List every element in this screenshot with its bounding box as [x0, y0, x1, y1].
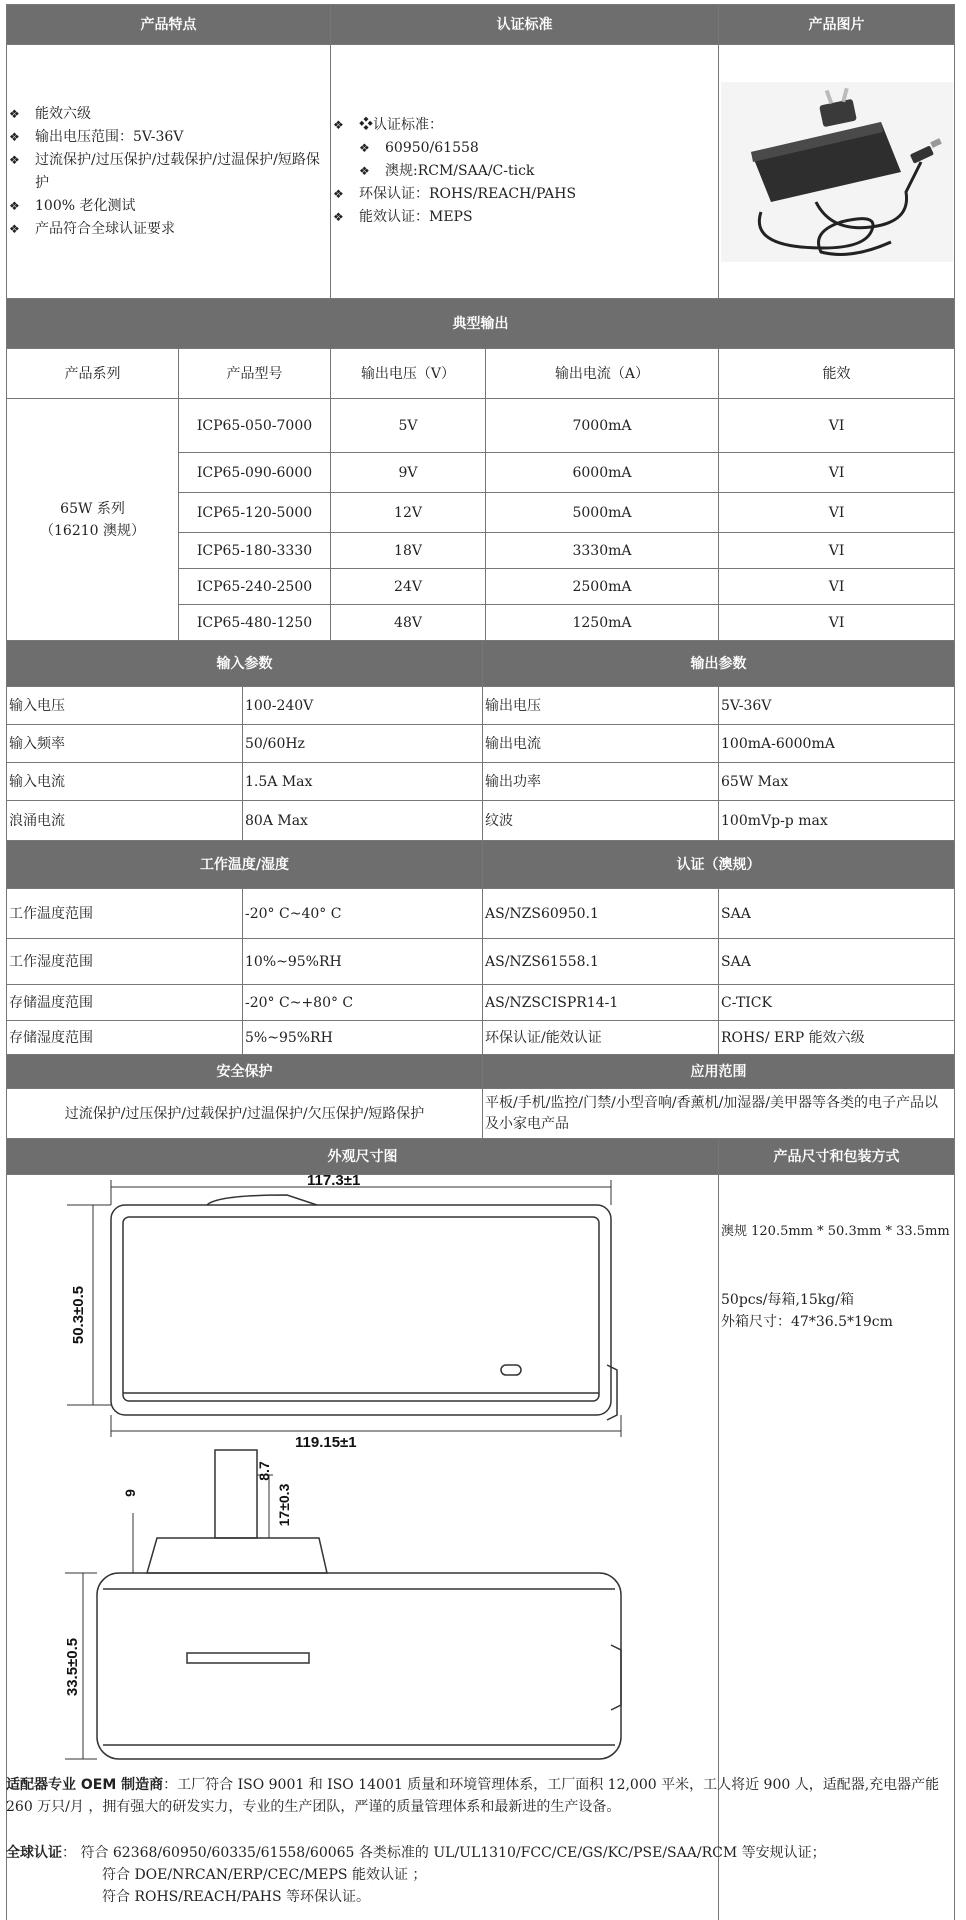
oem-text: ：工厂符合 ISO 9001 和 ISO 14001 质量和环境管理体系，工厂面积 12,000 平米，工人将近 900 人，适配器,充电器产能 260 万只/月 ，拥有强大的研发实力，专业的生产团队，严谨的质量管理体系和最新进的生产设备。: [6, 1777, 940, 1815]
env-value: 5%~95%RH: [243, 1021, 483, 1055]
model-cell: ICP65-180-3330: [179, 533, 331, 569]
temp-humidity-title: 工作温度/湿度: [7, 841, 483, 889]
param-label: 浪涌电流: [7, 801, 243, 841]
env-label: 存储湿度范围: [7, 1021, 243, 1055]
packaging-title: 产品尺寸和包装方式: [719, 1139, 955, 1175]
param-label: 输入电流: [7, 763, 243, 801]
dim-label-pin-c: 9: [122, 1489, 138, 1497]
current-cell: 5000mA: [486, 493, 719, 533]
global-cert-line: 符合 ROHS/REACH/PAHS 等环保认证。: [102, 1889, 370, 1905]
carton-size: 外箱尺寸：47*36.5*19cm: [721, 1314, 893, 1330]
dim-label-top-width: 117.3±1: [307, 1175, 361, 1189]
env-value: -20° C~40° C: [243, 889, 483, 939]
feature-item: ❖ 能效六级: [9, 103, 328, 126]
param-label: 输出功率: [483, 763, 719, 801]
voltage-cell: 24V: [331, 569, 486, 605]
product-size: 澳规 120.5mm * 50.3mm * 33.5mm: [721, 1224, 950, 1239]
cert-standard: AS/NZS60950.1: [483, 889, 719, 939]
feature-item: ❖ 产品符合全球认证要求: [9, 218, 328, 241]
col-header-voltage: 输出电压（V）: [331, 349, 486, 399]
cert-item: ❖ 60950/61558: [333, 137, 716, 160]
param-value: 65W Max: [719, 763, 955, 801]
table-row: [7, 985, 955, 1021]
model-cell: ICP65-120-5000: [179, 493, 331, 533]
cert-standard: AS/NZS61558.1: [483, 939, 719, 985]
param-value: 100mVp-p max: [719, 801, 955, 841]
current-cell: 1250mA: [486, 605, 719, 641]
oem-label: 适配器专业 OEM 制造商: [6, 1777, 164, 1793]
environment-table: [6, 840, 955, 1055]
col-header-current: 输出电流（A）: [486, 349, 719, 399]
env-value: -20° C~+80° C: [243, 985, 483, 1021]
efficiency-cell: VI: [719, 399, 955, 453]
safety-text: 过流保护/过压保护/过载保护/过温保护/欠压保护/短路保护: [7, 1089, 483, 1139]
param-value: 50/60Hz: [243, 725, 483, 763]
table-row: [7, 399, 955, 453]
efficiency-cell: VI: [719, 493, 955, 533]
efficiency-cell: VI: [719, 605, 955, 641]
features-list: [7, 45, 331, 299]
env-label: 工作湿度范围: [7, 939, 243, 985]
series-name: 65W 系列: [60, 500, 125, 517]
series-cell: [7, 399, 179, 641]
efficiency-cell: VI: [719, 569, 955, 605]
global-cert-line: ： 符合 62368/60950/60335/61558/60065 各类标准的 UL/UL1310/FCC/CE/GS/KC/PSE/SAA/RCM 等安规认证；: [62, 1845, 826, 1861]
col-header-model: 产品型号: [179, 349, 331, 399]
typical-output-table: [6, 298, 955, 641]
cert-item: ❖ 能效认证：MEPS: [333, 206, 716, 229]
table-row: [7, 1021, 955, 1055]
param-label: 输入电压: [7, 687, 243, 725]
cert-mark: C-TICK: [719, 985, 955, 1021]
cert-mark: ROHS/ ERP 能效六级: [719, 1021, 955, 1055]
product-image-cell: [719, 45, 955, 299]
param-label: 输出电流: [483, 725, 719, 763]
power-adapter-image: [721, 82, 953, 262]
model-cell: ICP65-050-7000: [179, 399, 331, 453]
feature-item: ❖ 过流保护/过压保护/过载保护/过温保护/短路保护: [9, 149, 328, 195]
au-cert-title: 认证（澳规）: [483, 841, 955, 889]
current-cell: 3330mA: [486, 533, 719, 569]
current-cell: 7000mA: [486, 399, 719, 453]
series-subtitle: （16210 澳规）: [40, 522, 145, 539]
dimension-drawing-title: 外观尺寸图: [7, 1139, 719, 1175]
feature-item: ❖ 100% 老化测试: [9, 195, 328, 218]
col-header-efficiency: 能效: [719, 349, 955, 399]
dim-label-pin-b: 17±0.3: [276, 1483, 292, 1527]
voltage-cell: 18V: [331, 533, 486, 569]
cert-item: ❖ 环保认证：ROHS/REACH/PAHS: [333, 183, 716, 206]
dim-label-bottom-width: 119.15±1: [295, 1434, 357, 1451]
efficiency-cell: VI: [719, 453, 955, 493]
model-cell: ICP65-480-1250: [179, 605, 331, 641]
oem-paragraph: [6, 1774, 956, 1818]
output-params-title: 输出参数: [483, 641, 955, 687]
header-product-image: 产品图片: [719, 5, 955, 45]
header-certification: 认证标准: [331, 5, 719, 45]
cert-mark: SAA: [719, 939, 955, 985]
safety-title: 安全保护: [7, 1055, 483, 1089]
dim-label-depth: 33.5±0.5: [64, 1637, 81, 1697]
global-cert-line: 符合 DOE/NRCAN/ERP/CEC/MEPS 能效认证 ；: [102, 1867, 427, 1883]
global-cert-paragraph: [6, 1842, 956, 1908]
parameters-table: [6, 640, 955, 841]
voltage-cell: 48V: [331, 605, 486, 641]
input-params-title: 输入参数: [7, 641, 483, 687]
voltage-cell: 5V: [331, 399, 486, 453]
packing-info: 50pcs/每箱,15kg/箱: [721, 1292, 854, 1308]
dim-label-pin-a: 8.7: [256, 1461, 272, 1481]
param-value: 100mA-6000mA: [719, 725, 955, 763]
model-cell: ICP65-090-6000: [179, 453, 331, 493]
efficiency-cell: VI: [719, 533, 955, 569]
table-row: [7, 939, 955, 985]
table-row: [7, 801, 955, 841]
application-title: 应用范围: [483, 1055, 955, 1089]
header-features: 产品特点: [7, 5, 331, 45]
global-cert-label: 全球认证: [6, 1845, 62, 1861]
feature-item: ❖ 输出电压范围：5V-36V: [9, 126, 328, 149]
table-row: [7, 763, 955, 801]
cert-item: ❖ 澳规:RCM/SAA/C-tick: [333, 160, 716, 183]
table-row: [7, 725, 955, 763]
features-table: [6, 4, 955, 299]
voltage-cell: 12V: [331, 493, 486, 533]
env-label: 存储温度范围: [7, 985, 243, 1021]
model-cell: ICP65-240-2500: [179, 569, 331, 605]
param-value: 5V-36V: [719, 687, 955, 725]
table-row: [7, 687, 955, 725]
cert-standard: 环保认证/能效认证: [483, 1021, 719, 1055]
cert-mark: SAA: [719, 889, 955, 939]
param-label: 输入频率: [7, 725, 243, 763]
param-value: 100-240V: [243, 687, 483, 725]
typical-output-title: 典型输出: [7, 299, 955, 349]
cert-standard: AS/NZSCISPR14-1: [483, 985, 719, 1021]
certification-list: [331, 45, 719, 299]
application-text: 平板/手机/监控/门禁/小型音响/香薰机/加湿器/美甲器等各类的电子产品以及小家电产品: [483, 1089, 955, 1139]
env-value: 10%~95%RH: [243, 939, 483, 985]
param-value: 80A Max: [243, 801, 483, 841]
env-label: 工作温度范围: [7, 889, 243, 939]
table-row: [7, 889, 955, 939]
dim-label-height: 50.3±0.5: [70, 1285, 87, 1345]
safety-table: [6, 1054, 955, 1139]
voltage-cell: 9V: [331, 453, 486, 493]
cert-item: ❖ ❖认证标准：: [333, 114, 716, 137]
param-value: 1.5A Max: [243, 763, 483, 801]
current-cell: 6000mA: [486, 453, 719, 493]
param-label: 输出电压: [483, 687, 719, 725]
param-label: 纹波: [483, 801, 719, 841]
col-header-series: 产品系列: [7, 349, 179, 399]
current-cell: 2500mA: [486, 569, 719, 605]
